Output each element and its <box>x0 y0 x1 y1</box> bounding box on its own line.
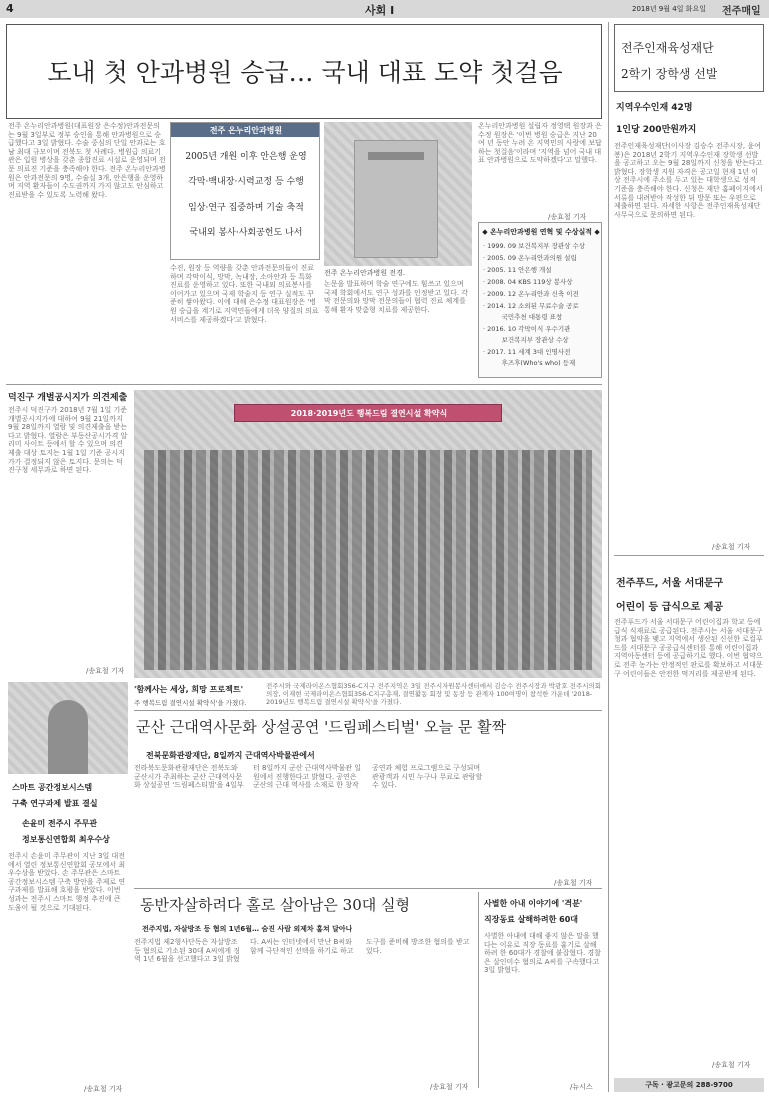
photo-caption-sub: 주 행복드림 결연시설 확약식'을 가졌다. <box>134 699 247 707</box>
history-item: · 1999. 09 보건복지부 장관상 수상 <box>483 242 586 250</box>
page-number: 4 <box>6 2 14 15</box>
lead-body-col4: 온누리안과병원 설립자 정영택 원장과 은수정 원장은 '이번 병원 승급은 지난 20여 년 동안 누려 온 지역민의 사랑에 보답하는 첫걸음'이라며 '지역을 넘어 국내 대표 안과병원으로 도약하겠다'고 말했다. <box>478 122 602 165</box>
story-divider <box>478 892 479 1088</box>
history-item: · 2005. 11 안은행 개설 <box>483 266 552 274</box>
portrait-person <box>48 700 88 774</box>
newspaper-name: 전주매일 <box>722 6 761 17</box>
festival-body: 전라북도문화관광재단은 전북도와 군산시가 주최하는 군산 근대역사문화 상설공연 '드림페스티벌'을 4일부터 8일까지 군산 근대역사박물관 일원에서 진행한다고 밝혔다. 공연은 군산의 근대 역사를 소재로 한 창작 공연과 체험 프로그램으로 구성되며 관광객과 시민 누구나 무료로 관람할 수 있다. <box>134 764 483 790</box>
lead-summary-title: 전주 온누리안과병원 <box>209 126 283 135</box>
lead-summary-title-bar <box>171 123 320 137</box>
hospital-history-box <box>478 222 602 378</box>
lead-headline: 도내 첫 안과병원 승급… 국내 대표 도약 첫걸음 <box>47 58 563 87</box>
hospital-photo <box>324 122 472 266</box>
issue-date: 2018년 9월 4일 화요일 <box>632 5 706 13</box>
smart-title-2: 구축 연구과제 발표 결실 <box>12 799 98 808</box>
scholarship-box <box>614 24 764 92</box>
festival-subhead: 전북문화관광재단, 8일까지 근대역사박물관에서 <box>146 751 315 760</box>
coworker-title-1: 사별한 아내 이야기에 '격분' <box>484 899 583 908</box>
history-item: · 2017. 11 세계 3대 인명사전 <box>483 348 571 356</box>
lead-summary-line-1: 2005년 개원 이후 안은행 운영 <box>185 152 307 162</box>
column-divider <box>608 22 609 1092</box>
land-price-body: 전주시 덕진구가 2018년 7월 1일 기준 개별공시지가에 대하여 9월 21일까지 9월 28일까지 열람 및 의견제출을 받는다고 밝혔다. 열람은 부동산공시가격 알리미 사이트 등에서 할 수 있으며 의견제출 대상 토지는 1월 1일 기준 공시지가가 결정되지 않은 토지다. 문의는 덕진구청 세무과로 하면 된다. <box>8 406 128 475</box>
food-title-1: 전주푸드, 서울 서대문구 <box>616 578 724 589</box>
scholarship-body: 전주인재육성재단(이사장 김승수 전주시장, 윤여봉)은 2018년 2학기 지역우수인재 장학생 선발을 공고하고 오는 9월 28일까지 신청을 받는다고 밝혔다. 장학생 지원 자격은 공고일 현재 1년 이상 전주시에 주소를 두고 있는 대학생으로 성적 기준을 충족해야 한다. 신청은 재단 홈페이지에서 서류를 내려받아 작성한 뒤 방문 또는 우편으로 제출하면 된다. 자세한 사항은 전주인재육성재단 사무국으로 문의하면 된다. <box>614 142 763 219</box>
festival-headline: 군산 근대역사문화 상설공연 '드림페스티벌' 오늘 문 활짝 <box>136 718 507 736</box>
scholarship-title-2: 2학기 장학생 선발 <box>621 67 718 81</box>
smart-byline: /송효철 기자 <box>84 1085 123 1093</box>
page-header <box>0 0 769 18</box>
ceremony-photo <box>134 390 602 678</box>
suicide-case-subhead: 전주지법, 자살방조 등 혐의 1년6월… 숨진 사람 외제차 훔쳐 달아나 <box>142 925 353 933</box>
section-divider <box>134 710 602 711</box>
festival-byline: /송효철 기자 <box>554 879 593 887</box>
history-item: 국민추천 대통령 표창 <box>483 313 563 321</box>
lead-summary-line-4: 국내외 봉사·사회공헌도 나서 <box>189 228 303 238</box>
subscription-footer <box>614 1078 764 1092</box>
subscription-text: 구독 · 광고문의 288-9700 <box>645 1081 733 1089</box>
right-divider <box>614 555 764 556</box>
suicide-case-headline: 동반자살하려다 홀로 살아남은 30대 실형 <box>140 896 411 914</box>
hospital-photo-caption: 전주 온누리안과병원 전경. <box>324 269 406 277</box>
history-item: · 2014. 12 소외된 무료수술 공로 <box>483 302 579 310</box>
scholarship-sub-1: 지역우수인재 42명 <box>616 103 693 113</box>
lead-body-col1: 전주 온누리안과병원(대표원장 은수정)안과전문의는 9월 3일부로 정부 승인을 통해 안과병원으로 승급했다고 3일 밝혔다. 수술 중심의 단일 안과로는 호남 최대 규모이며 전북도 첫 사례다. 병원급 의료기관은 입원 병상을 갖춘 종합진료 시설로 운영되며 전문 의료진 기준을 충족해야 한다. 전주 온누리안과병원은 안과전문의 9명, 수술실 3개, 안은행을 운영하며 지역 환자들이 수도권까지 가지 않고도 안심하고 진료받을 수 있도록 노력해 왔다. <box>8 122 166 199</box>
lead-summary-line-2: 각막·백내장·시력교정 등 수행 <box>188 177 304 187</box>
smart-body: 전주시 손윤미 주무관이 지난 3일 대전에서 열린 정보통신연합회 공모에서 최우수상을 받았다. 손 주무관은 스마트 공간정보시스템 구축 방안을 주제로 연구과제를 발표해 호평을 받았다. 이번 성과는 전주시 스마트 행정 추진에 큰 도움이 될 것으로 기대된다. <box>8 852 126 912</box>
section-divider <box>134 888 602 889</box>
food-byline: /송효철 기자 <box>712 1061 751 1069</box>
photo-caption-head: '함께사는 세상, 희망 프로젝트' <box>134 685 244 694</box>
scholarship-byline: /송효철 기자 <box>712 543 751 551</box>
food-body: 전주푸드가 서울 서대문구 어린이집과 학교 등에 급식 식재료로 공급된다. 전주시는 서울 서대문구청과 협약을 맺고 지역에서 생산된 신선한 로컬푸드를 서대문구 공공급식센터를 통해 어린이집과 지역아동센터 등에 공급하기로 했다. 이번 협약으로 전주 농가는 안정적인 판로를 확보하고 서대문구 어린이들은 안전한 먹거리를 제공받게 된다. <box>614 618 763 678</box>
lead-summary-box <box>170 122 320 260</box>
hospital-sign <box>368 152 424 160</box>
section-divider <box>6 384 602 385</box>
history-title: ◆ 온누리안과병원 연혁 및 수상실적 ◆ <box>482 228 600 236</box>
section-name: 사회 I <box>365 4 395 17</box>
history-item: 후즈후(Who's who) 등재 <box>483 359 576 367</box>
land-price-byline: /송효철 기자 <box>86 667 125 675</box>
lead-byline: /송효철 기자 <box>548 213 587 221</box>
smart-title-1: 스마트 공간정보시스템 <box>12 783 93 792</box>
scholarship-title-1: 전주인재육성재단 <box>621 41 714 55</box>
history-item: · 2005. 09 온누리안과의원 설립 <box>483 254 577 262</box>
ceremony-crowd <box>144 450 592 670</box>
smart-sub-2: 정보통신연합회 최우수상 <box>22 835 110 844</box>
scholarship-sub-2: 1인당 200만원까지 <box>616 125 697 135</box>
land-price-title: 덕진구 개별공시지가 의견제출 <box>8 393 128 403</box>
lead-body-col3: 논문을 발표하며 학술 연구에도 힘쓰고 있으며 국제 학회에서도 연구 성과를 인정받고 있다. 각막 전문의와 망막 전문의들이 협력 진료 체계를 통해 환자 맞춤형 치료를 제공한다. <box>324 280 469 314</box>
ceremony-banner <box>234 404 502 422</box>
lead-summary-line-3: 임상·연구 집중하며 기술 축적 <box>188 203 304 213</box>
lead-body-col2: 수진, 원장 등 역량을 갖춘 안과전문의들이 진료하며 각막이식, 망막, 녹내장, 소아안과 등 특화 진료를 운영하고 있다. 또한 국내외 의료봉사를 이어가고 있으며 국제 학술지 등 연구 실적도 꾸준히 쌓아왔다. 이에 대해 은수정 대표원장은 '병원 승급을 계기로 지역민들에게 더욱 양질의 의료 서비스를 제공하겠다'고 밝혔다. <box>170 264 319 324</box>
lead-headline-box <box>6 24 602 119</box>
coworker-byline: /뉴시스 <box>570 1083 593 1091</box>
coworker-body: 사별한 아내에 대해 좋지 않은 말을 했다는 이유로 직장 동료를 흉기로 살해하려 한 60대가 경찰에 붙잡혔다. 경찰은 살인미수 혐의로 A씨를 구속했다고 3일 밝혔다. <box>484 932 601 975</box>
ceremony-banner-text: 2018·2019년도 행복드림 결연시설 확약식 <box>290 409 448 418</box>
suicide-case-body: 전주지법 제2형사단독은 자살방조 등 혐의로 기소된 30대 A씨에게 징역 1년 6월을 선고했다고 3일 밝혔다. A씨는 인터넷에서 만난 B씨와 함께 극단적인 선택을 하기로 하고 도구를 준비해 방조한 혐의를 받고 있다. <box>134 938 470 964</box>
suicide-case-byline: /송효철 기자 <box>430 1083 469 1091</box>
history-item: · 2009. 12 온누리안과 신축 이전 <box>483 290 579 298</box>
smart-sub-1: 손윤미 전주시 주무관 <box>22 819 98 828</box>
history-item: · 2008. 04 KBS 119상 봉사상 <box>483 278 573 286</box>
food-title-2: 어린이 등 급식으로 제공 <box>616 602 724 613</box>
history-item: 보건복지부 장관상 수상 <box>483 336 569 344</box>
photo-caption: 전주시와 국제라이온스협회356-C지구 전주지역은 3일 전주시자원봉사센터에서 김승수 전주시장과 박광호 전주시의회 의장, 이재현 국제라이온스협회356-C지구총재, 결연활동 회장 및 동장 등 관계자 100여명이 참석한 가운데 '2018-2019년도 행복드림 결연시설 확약식'을 가졌다. <box>266 682 602 706</box>
official-portrait <box>8 682 128 774</box>
coworker-title-2: 직장동료 살해하려한 60대 <box>484 915 578 924</box>
history-item: · 2016. 10 각막이식 우수기관 <box>483 325 571 333</box>
